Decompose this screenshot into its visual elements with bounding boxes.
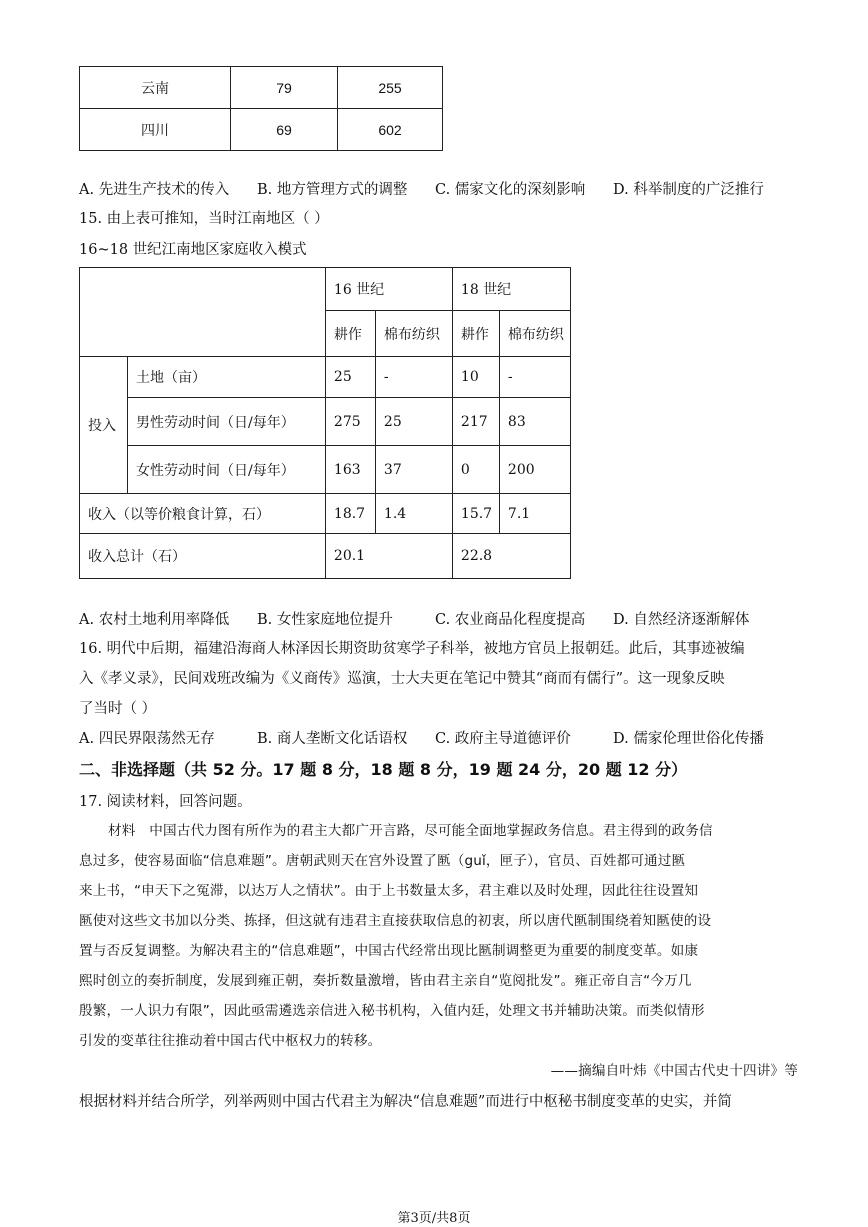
q16-line-2: 入《孝义录》，民间戏班改编为《义商传》巡演，士大夫更在笔记中赞其“商而有儒行”。这一现象反映 xyxy=(79,671,725,687)
table-cell: 217 xyxy=(452,398,499,446)
table-row xyxy=(80,398,571,446)
material-line: 匦使对这些文书加以分类、拣择，但这就有违君主直接获取信息的初衷，所以唐代匦制围绕着知匦使的设 xyxy=(79,913,712,929)
table-cell: 15.7 xyxy=(452,494,499,534)
table-cell: 20.1 xyxy=(325,534,452,579)
q14-option-d: D. 科举制度的广泛推行 xyxy=(613,182,764,198)
table-row xyxy=(80,446,571,494)
subheader-cell: 耕作 xyxy=(325,311,375,357)
table-cell: 25 xyxy=(375,398,452,446)
material-line: 来上书，“申天下之冤滞，以达万人之情状”。由于上书数量太多，君主难以及时处理，因此往往设置知 xyxy=(79,883,699,899)
input-label: 投入 xyxy=(80,357,128,494)
province-table xyxy=(79,66,443,151)
q16-option-c: C. 政府主导道德评价 xyxy=(435,731,571,747)
table-cell: 275 xyxy=(325,398,375,446)
q15-option-b: B. 女性家庭地位提升 xyxy=(257,612,393,628)
table-cell: 四川 xyxy=(80,109,231,151)
header-16th-century: 16 世纪 xyxy=(325,268,452,311)
material-line: 材料 中国古代力图有所作为的君主大都广开言路，尽可能全面地掌握政务信息。君主得到的政务信 xyxy=(108,823,713,839)
material-line: 熙时创立的奏折制度，发展到雍正朝，奏折数量激增，皆由君主亲自“览阅批发”。雍正帝自言“今万几 xyxy=(79,973,692,989)
q17-question: 根据材料并结合所学，列举两则中国古代君主为解决“信息难题”而进行中枢秘书制度变革的史实，并简 xyxy=(79,1094,732,1110)
material-line: 置与否反复调整。为解决君主的“信息难题”，中国古代经常出现比匦制调整更为重要的制度变革。如康 xyxy=(79,943,699,959)
q14-option-b: B. 地方管理方式的调整 xyxy=(257,182,408,198)
table-cell: 69 xyxy=(231,109,338,151)
table-corner-cell xyxy=(80,268,326,357)
row-label: 男性劳动时间（日/每年） xyxy=(128,398,326,446)
table-row xyxy=(80,67,443,109)
material-source: ——摘编自叶炜《中国古代史十四讲》等 xyxy=(550,1063,798,1079)
table-cell: 云南 xyxy=(80,67,231,109)
table-cell: 7.1 xyxy=(499,494,570,534)
q15-stem: 15. 由上表可推知，当时江南地区（ ） xyxy=(79,211,329,227)
page-number: 第3页/共8页 xyxy=(397,1211,471,1226)
table-cell: 37 xyxy=(375,446,452,494)
row-label: 女性劳动时间（日/每年） xyxy=(128,446,326,494)
table-cell: 255 xyxy=(338,67,443,109)
table-cell: - xyxy=(375,357,452,398)
section-heading: 二、非选择题（共 52 分。17 题 8 分，18 题 8 分，19 题 24 分，20 题 12 分） xyxy=(79,760,688,779)
table-row xyxy=(80,268,571,311)
table-cell: 0 xyxy=(452,446,499,494)
material-line: 殷繁，一人识力有限”，因此亟需遴选亲信进入秘书机构，入值内廷，处理文书并辅助决策。而类似情形 xyxy=(79,1003,705,1019)
q14-options xyxy=(79,178,849,199)
q16-option-b: B. 商人垄断文化话语权 xyxy=(257,731,408,747)
total-label: 收入总计（石） xyxy=(80,534,326,579)
table-cell: 22.8 xyxy=(452,534,570,579)
q14-option-a: A. 先进生产技术的传入 xyxy=(79,182,230,198)
table-row xyxy=(80,357,571,398)
q15-option-a: A. 农村土地利用率降低 xyxy=(79,612,230,628)
q16-line-1: 16. 明代中后期，福建沿海商人林泽因长期资助贫寒学子科举，被地方官员上报朝廷。此后，其事迹被编 xyxy=(79,641,745,657)
q15-options xyxy=(79,608,849,629)
table-cell: - xyxy=(499,357,570,398)
q16-line-3: 了当时（ ） xyxy=(79,701,157,717)
subheader-cell: 棉布纺织 xyxy=(375,311,452,357)
table-cell: 10 xyxy=(452,357,499,398)
q15-option-c: C. 农业商品化程度提高 xyxy=(435,612,586,628)
table-cell: 1.4 xyxy=(375,494,452,534)
table-cell: 200 xyxy=(499,446,570,494)
table-cell: 18.7 xyxy=(325,494,375,534)
table-cell: 163 xyxy=(325,446,375,494)
income-table xyxy=(79,267,571,579)
q17-stem: 17. 阅读材料，回答问题。 xyxy=(79,794,252,810)
q16-option-d: D. 儒家伦理世俗化传播 xyxy=(613,731,764,747)
header-18th-century: 18 世纪 xyxy=(452,268,570,311)
table-cell: 79 xyxy=(231,67,338,109)
subheader-cell: 棉布纺织 xyxy=(499,311,570,357)
subheader-cell: 耕作 xyxy=(452,311,499,357)
q16-option-a: A. 四民界限荡然无存 xyxy=(79,731,215,747)
row-label: 土地（亩） xyxy=(128,357,326,398)
table-row xyxy=(80,494,571,534)
table-cell: 83 xyxy=(499,398,570,446)
material-line: 引发的变革往往推动着中国古代中枢权力的转移。 xyxy=(79,1033,382,1049)
q14-option-c: C. 儒家文化的深刻影响 xyxy=(435,182,586,198)
material-line: 息过多，使容易面临“信息难题”。唐朝武则天在宫外设置了匦（guǐ，匣子），官员、百姓都可通过匦 xyxy=(79,853,686,869)
q15-table-title: 16~18 世纪江南地区家庭收入模式 xyxy=(79,242,307,258)
income-label: 收入（以等价粮食计算，石） xyxy=(80,494,326,534)
q15-option-d: D. 自然经济逐渐解体 xyxy=(613,612,750,628)
table-row xyxy=(80,109,443,151)
table-row xyxy=(80,534,571,579)
q16-options xyxy=(79,727,849,748)
table-cell: 602 xyxy=(338,109,443,151)
table-cell: 25 xyxy=(325,357,375,398)
